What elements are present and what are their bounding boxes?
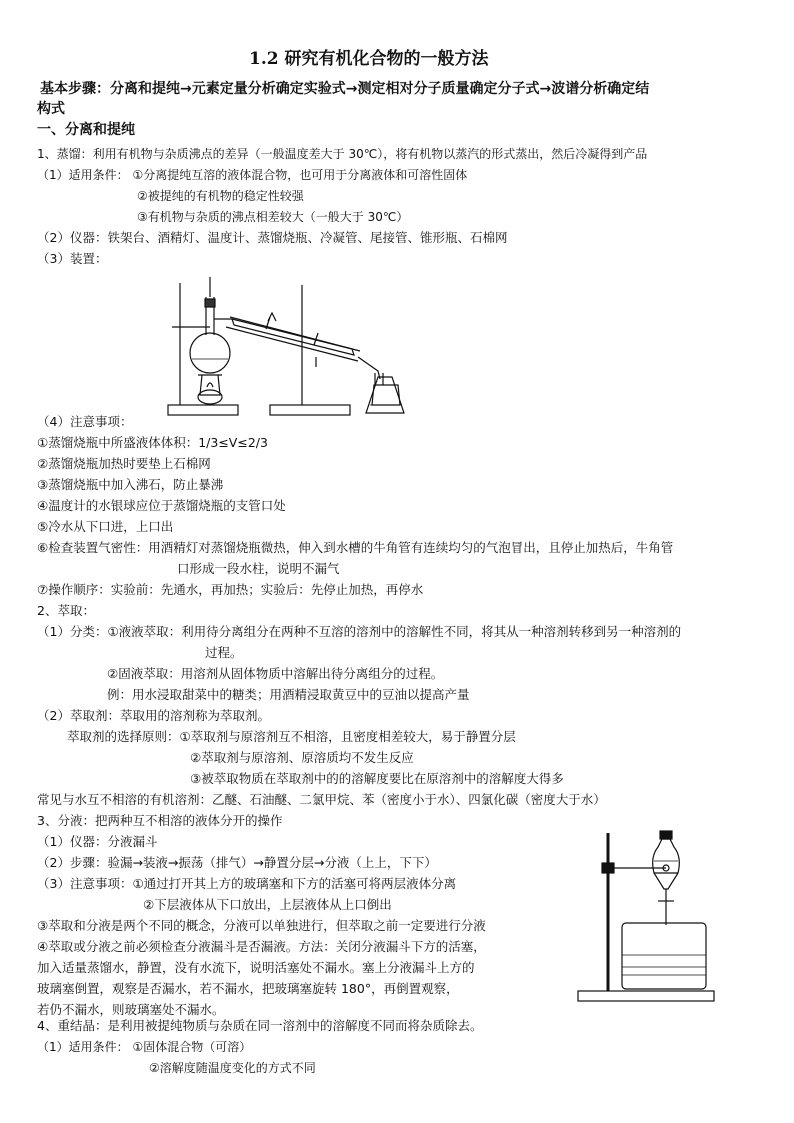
note-2: ②蒸馏烧瓶加热时要垫上石棉网 xyxy=(37,456,211,471)
distillation-device-label: （3）装置： xyxy=(37,251,108,266)
separation-note-1: （3）注意事项：①通过打开其上方的玻璃塞和下方的活塞可将两层液体分离 xyxy=(37,876,457,891)
separation-instrument: （1）仪器：分液漏斗 xyxy=(37,834,158,849)
separation-note-3: ③萃取和分液是两个不同的概念，分液可以单独进行，但萃取之前一定要进行分液 xyxy=(37,918,486,933)
common-solvents: 常见与水互不相溶的有机溶剂：乙醚、石油醚、二氯甲烷、苯（密度小于水）、四氯化碳（密度大于水） xyxy=(37,792,606,807)
distillation-apparatus-figure xyxy=(162,275,422,425)
separation-note-4-line3: 玻璃塞倒置，观察是否漏水，若不漏水，把玻璃塞旋转 180°，再倒置观察， xyxy=(37,981,459,996)
recrystallization-heading: 4、重结晶：是利用被提纯物质与杂质在同一溶剂中的溶解度不同而将杂质除去。 xyxy=(37,1018,483,1033)
basic-steps-line1: 基本步骤：分离和提纯→元素定量分析确定实验式→测定相对分子质量确定分子式→波谱分析确定结 xyxy=(40,81,650,97)
separation-note-2: ②下层液体从下口放出，上层液体从上口倒出 xyxy=(143,897,392,912)
extraction-class-1: （1）分类：①液液萃取：利用待分离组分在两种不互溶的溶剂中的溶解性不同，将其从一种溶剂转移到另一种溶剂的 xyxy=(37,624,682,639)
section-heading-separation: 一、分离和提纯 xyxy=(37,122,135,138)
extractant-principle-3: ③被萃取物质在萃取剂中的的溶解度要比在原溶剂中的溶解度大得多 xyxy=(190,771,564,786)
note-4: ④温度计的水银球应位于蒸馏烧瓶的支管口处 xyxy=(37,498,286,513)
extraction-agent: （2）萃取剂：萃取用的溶剂称为萃取剂。 xyxy=(37,708,270,723)
note-5: ⑤冷水从下口进，上口出 xyxy=(37,519,174,534)
distillation-notes-title: （4）注意事项： xyxy=(37,414,133,429)
page-title: 1.2 研究有机化合物的一般方法 xyxy=(249,49,489,69)
extraction-heading: 2、萃取： xyxy=(37,603,95,618)
distillation-definition: 1、蒸馏：利用有机物与杂质沸点的差异（一般温度差大于 30℃），将有机物以蒸汽的形式蒸出，然后冷凝得到产品 xyxy=(37,147,648,161)
distillation-instruments: （2）仪器：铁架台、酒精灯、温度计、蒸馏烧瓶、冷凝管、尾接管、锥形瓶、石棉网 xyxy=(37,230,508,245)
note-6-line2: 口形成一段水柱，说明不漏气 xyxy=(177,561,340,576)
recrystallization-condition-1: （1）适用条件： ①固体混合物（可溶） xyxy=(37,1040,252,1054)
extraction-class-1-cont: 过程。 xyxy=(205,645,243,660)
distillation-condition-1: （1）适用条件： ①分离提纯互溶的液体混合物，也可用于分离液体和可溶性固体 xyxy=(37,168,468,182)
note-6-line1: ⑥检查装置气密性：用酒精灯对蒸馏烧瓶微热，伸入到水槽的牛角管有连续均匀的气泡冒出，且停止加热后，牛角管 xyxy=(37,540,674,555)
separation-note-4-line2: 加入适量蒸馏水，静置，没有水流下，说明活塞处不漏水。塞上分液漏斗上方的 xyxy=(37,960,475,975)
separation-steps: （2）步骤：验漏→装液→振荡（排气）→静置分层→分液（上上，下下） xyxy=(37,855,437,870)
separation-note-4-line4: 若仍不漏水，则玻璃塞处不漏水。 xyxy=(37,1002,225,1017)
extractant-principle-1: 萃取剂的选择原则：①萃取剂与原溶剂互不相溶，且密度相差较大，易于静置分层 xyxy=(67,729,516,744)
separation-note-4-line1: ④萃取或分液之前必须检查分液漏斗是否漏液。方法：关闭分液漏斗下方的活塞， xyxy=(37,939,486,954)
recrystallization-condition-2: ②溶解度随温度变化的方式不同 xyxy=(149,1061,316,1075)
distillation-condition-3: ③有机物与杂质的沸点相差较大（一般大于 30℃） xyxy=(137,210,409,224)
separatory-funnel-figure xyxy=(574,827,724,1007)
note-3: ③蒸馏烧瓶中加入沸石，防止暴沸 xyxy=(37,477,224,492)
note-1: ①蒸馏烧瓶中所盛液体体积：1/3≤V≤2/3 xyxy=(37,435,268,450)
separation-heading: 3、分液：把两种互不相溶的液体分开的操作 xyxy=(37,813,283,828)
extraction-class-2: ②固液萃取：用溶剂从固体物质中溶解出待分离组分的过程。 xyxy=(107,666,444,681)
note-7: ⑦操作顺序：实验前：先通水，再加热；实验后：先停止加热，再停水 xyxy=(37,582,424,597)
distillation-condition-2: ②被提纯的有机物的稳定性较强 xyxy=(137,189,304,203)
basic-steps-line2: 构式 xyxy=(37,101,65,117)
extraction-example: 例：用水浸取甜菜中的糖类；用酒精浸取黄豆中的豆油以提高产量 xyxy=(107,687,470,702)
extractant-principle-2: ②萃取剂与原溶剂、原溶质均不发生反应 xyxy=(190,750,414,765)
